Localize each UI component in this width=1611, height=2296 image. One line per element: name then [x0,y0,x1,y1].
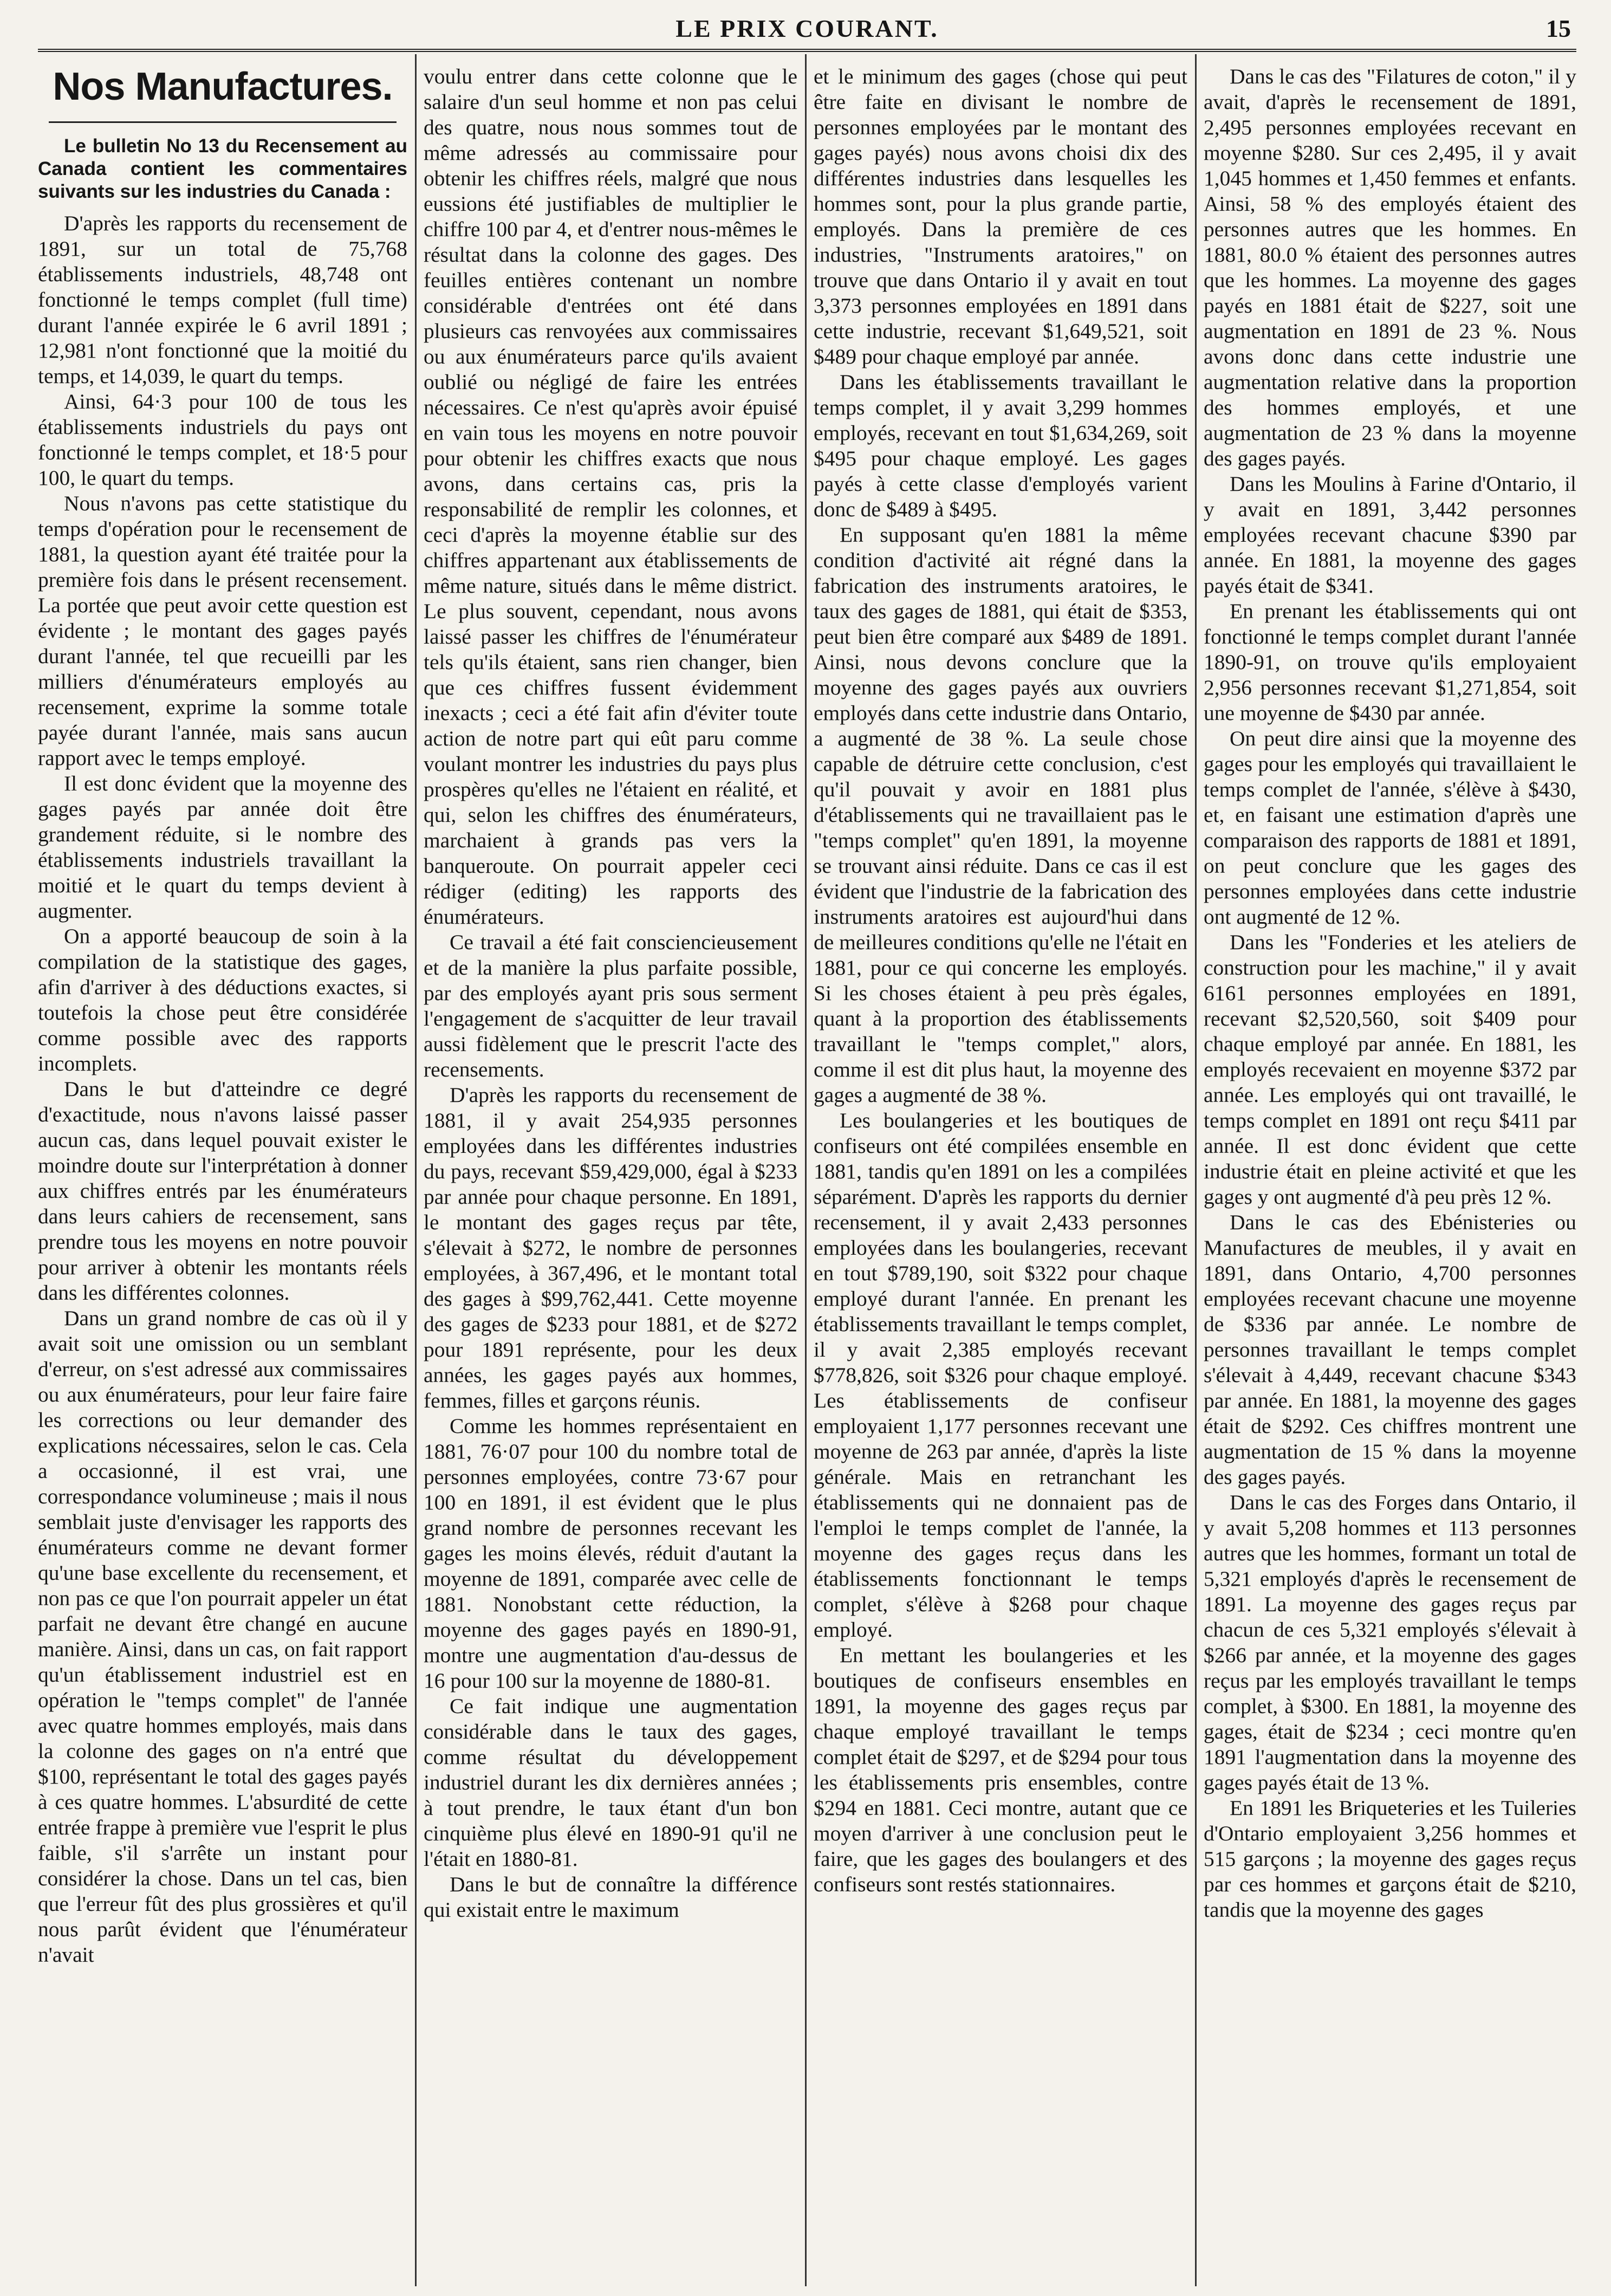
paragraph: Dans les "Fonderies et les ateliers de construction pour les machine," il y avait 6161 personnes employées en 1891, recevant $2,520,560, soit $409 pour chaque employé par année. En 1881, les employés recevaient en moyenne $372 par année. Les employés qui ont travaillé, le temps complet en 1891 ont reçu $411 par année. Il est donc évident que cette industrie était en pleine activité et que les gages y ont augmenté d'à peu près 12 %. [1204,930,1576,1209]
headline-divider [49,121,397,123]
text-column-4 [1204,64,1576,2280]
paragraph: Ce travail a été fait consciencieusement et de la manière la plus parfaite possible, par des employés ayant pris sous serment l'engagement de s'acquitter de leur travail aussi fidèlement que le prescrit l'acte des recensements. [424,930,797,1081]
paragraph: Dans le but d'atteindre ce degré d'exactitude, nous n'avons laissé passer aucun cas, dans lequel pouvait exister le moindre doute sur l'interprétation à donner aux chiffres entrés par les énumérateurs dans leurs cahiers de recensement, sans prendre tous les moyens en notre pouvoir pour arriver à obtenir les montants réels dans les différentes colonnes. [38,1077,407,1305]
paragraph: voulu entrer dans cette colonne que le salaire d'un seul homme et non pas celui des quatre, nous nous sommes tout de même adressés au commissaire pour obtenir les chiffres réels, malgré que nous eussions été justifiables de multiplier le chiffre 100 par 4, et d'entrer nous-mêmes le résultat dans la colonne des gages. Des feuilles entières contenant un nombre considérable d'entrées ont été dans plusieurs cas renvoyées aux commissaires ou aux énumérateurs parce qu'ils avaient oublié ou négligé de faire les entrées nécessaires. Ce n'est qu'après avoir épuisé en vain tous les moyens en notre pouvoir pour obtenir les chiffres exacts que nous avons, dans certains cas, pris la responsabilité de remplir les colonnes, et ceci d'après la moyenne établie sur des chiffres appartenant aux établissements de même nature, situés dans le même district. Le plus souvent, cependant, nous avons laissé passer les chiffres de l'énumérateur tels qu'ils étaient, sans rien changer, bien que ces chiffres fussent évidemment inexacts ; ceci a été fait afin d'éviter toute action de notre part qui eût paru comme voulant montrer les industries du pays plus prospères qu'elles ne l'étaient en réalité, et qui, selon les chiffres des énumérateurs, marchaient à grands pas vers la banqueroute. On pourrait appeler ceci rédiger (editing) les rapports des énumérateurs. [424,64,797,929]
paragraph: Dans les établissements travaillant le temps complet, il y avait 3,299 hommes employés, recevant en tout $1,634,269, soit $495 pour chaque employé. Les gages payés à cette classe d'employés varient donc de $489 à $495. [814,370,1187,521]
text-column-1 [38,64,407,2280]
paragraph: Dans le cas des Ebénisteries ou Manufactures de meubles, il y avait en 1891, dans Ontario, 4,700 personnes employées recevant chacune une moyenne de $336 par année. Le nombre de personnes travaillant le temps complet s'élevait à 4,449, recevant chacune $343 par année. En 1881, la moyenne des gages était de $292. Ces chiffres montrent une augmentation de 15 % dans la moyenne des gages payés. [1204,1210,1576,1489]
paragraph: En prenant les établissements qui ont fonctionné le temps complet durant l'année 1890-91, on trouve qu'ils employaient 2,956 personnes recevant $1,271,854, soit une moyenne de $430 par année. [1204,599,1576,725]
text-column-3 [814,64,1187,2280]
page-header [38,10,1576,52]
paragraph: Ainsi, 64·3 pour 100 de tous les établissements industriels du pays ont fonctionné le temps complet, et 18·5 pour 100, le quart du temps. [38,390,407,490]
page-number: 15 [1546,15,1571,42]
paragraph: Comme les hommes représentaient en 1881, 76·07 pour 100 du nombre total de personnes employées, contre 73·67 pour 100 en 1891, il est évident que le plus grand nombre de personnes recevant les gages les moins élevés, réduit d'autant la moyenne de 1891, comparée avec celle de 1881. Nonobstant cette réduction, la moyenne des gages payés en 1890-91, montre une augmentation d'au-dessus de 16 pour 100 sur la moyenne de 1880-81. [424,1414,797,1692]
article-intro: Le bulletin No 13 du Recensement au Canada contient les commentaires suivants sur les industries du Canada : [38,135,407,202]
paragraph: et le minimum des gages (chose qui peut être faite en divisant le nombre de personnes employées par le montant des gages payés) nous avons choisi dix des différentes industries dans lesquelles les hommes sont, pour la plus grande partie, employés. Dans la première de ces industries, "Instruments aratoires," on trouve que dans Ontario il y avait en tout 3,373 personnes employées en 1891 dans cette industrie, recevant $1,649,521, soit $489 pour chaque employé par année. [814,64,1187,368]
paragraph: Nous n'avons pas cette statistique du temps d'opération pour le recensement de 1881, la question ayant été traitée pour la première fois dans le présent recensement. La portée que peut avoir cette question est évidente ; le montant des gages payés durant l'année, tel que recueilli par les milliers d'énumérateurs employés au recensement, exprime la somme totale payée durant l'année, mais sans aucun rapport avec le temps employé. [38,491,407,770]
paragraph: Dans le cas des "Filatures de coton," il y avait, d'après le recensement de 1891, 2,495 personnes employées recevant en moyenne $280. Sur ces 2,495, il y avait 1,045 hommes et 1,450 femmes et enfants. Ainsi, 58 % des employés étaient des personnes autres que les hommes. En 1881, 80.0 % étaient des personnes autres que les hommes. La moyenne des gages payés en 1881 était de $227, soit une augmentation en 1891 de 23 %. Nous avons donc dans cette industrie une augmentation relative dans la proportion des hommes employés, et une augmentation de 23 % dans la moyenne des gages payés. [1204,64,1576,470]
paragraph: Dans un grand nombre de cas où il y avait soit une omission ou un semblant d'erreur, on s'est adressé aux commissaires ou aux énumérateurs, pour leur faire faire les corrections ou leur demander des explications nécessaires, selon le cas. Cela a occasionné, il est vrai, une correspondance volumineuse ; mais il nous semblait juste d'envisager les rapports des énumérateurs comme ne devant former qu'une base excellente du recensement, et non pas ce que l'on pourrait appeler un état parfait ne devant être changé en aucune manière. Ainsi, dans un cas, on fait rapport qu'un établissement industriel est en opération le "temps complet" de l'année avec quatre hommes employés, mais dans la colonne des gages on n'a entré que $100, représentant le total des gages payés à ces quatre hommes. L'absurdité de cette entrée frappe à première vue l'esprit le plus faible, s'il s'arrête un instant pour considérer la chose. Dans un tel cas, bien que l'erreur fût des plus grossières et qu'il nous parût évident que l'énumérateur n'avait [38,1306,407,1967]
column-rule [1195,54,1197,2286]
paragraph: En supposant qu'en 1881 la même condition d'activité ait régné dans la fabrication des instruments aratoires, le taux des gages de 1881, qui était de $353, peut bien être comparé aux $489 de 1891. Ainsi, nous devons conclure que la moyenne des gages payés aux ouvriers employés dans cette industrie dans Ontario, a augmenté de 38 %. La seule chose capable de détruire cette conclusion, c'est qu'il pouvait y avoir en 1881 plus d'établissements qui ne travaillaient pas le "temps complet" qu'en 1891, la moyenne se trouvant ainsi réduite. Dans ce cas il est évident que l'industrie de la fabrication des instruments aratoires est aujourd'hui dans de meilleures conditions qu'elle ne l'était en 1881, pour ce qui concerne les employés. Si les choses étaient à peu près égales, quant à la proportion des établissements travaillant le "temps complet," alors, comme il est dit plus haut, la moyenne des gages a augmenté de 38 %. [814,523,1187,1107]
newspaper-title: LE PRIX COURANT. [675,15,939,42]
paragraph: Les boulangeries et les boutiques de confiseurs ont été compilées ensemble en 1881, tandis qu'en 1891 on les a compilées séparément. D'après les rapports du dernier recensement, il y avait 2,433 personnes employées dans les boulangeries, recevant en tout $789,190, soit $322 pour chaque employé durant l'année. En prenant les établissements travaillant le temps complet, il y avait 2,385 employés recevant $778,826, soit $326 pour chaque employé. Les établissements de confiseur employaient 1,177 personnes recevant une moyenne de 263 par année, d'après la liste générale. Mais en retranchant les établissements qui ne donnaient pas de l'emploi le temps complet de l'année, la moyenne des gages reçus dans les établissements fonctionnant le temps complet, s'élève à $268 pour chaque employé. [814,1108,1187,1642]
paragraph: En mettant les boulangeries et les boutiques de confiseurs ensembles en 1891, la moyenne des gages reçus par chaque employé travaillant le temps complet était de $297, et de $294 pour tous les établissements pris ensembles, contre $294 en 1881. Ceci montre, autant que ce moyen d'arriver à une conclusion peut le faire, que les gages des boulangers et des confiseurs sont restés stationnaires. [814,1643,1187,1896]
paragraph: Ce fait indique une augmentation considérable dans le taux des gages, comme résultat du développement industriel durant les dix dernières années ; à tout prendre, le taux étant d'un bon cinquième plus élevé en 1890-91 qu'il ne l'était en 1880-81. [424,1694,797,1871]
paragraph: Dans le but de connaître la différence qui existait entre le maximum [424,1872,797,1922]
paragraph: Dans les Moulins à Farine d'Ontario, il y avait en 1891, 3,442 personnes employées recevant chacune $390 par année. En 1881, la moyenne des gages payés était de $341. [1204,472,1576,598]
column-rule [415,54,417,2286]
column-rule [805,54,807,2286]
paragraph: Dans le cas des Forges dans Ontario, il y avait 5,208 hommes et 113 personnes autres que les hommes, formant un total de 5,321 employés d'après le recensement de 1891. La moyenne des gages reçus par chacun de ces 5,321 employés s'élevait à $266 par année, et la moyenne des gages reçus par les employés travaillant le temps complet, à $300. En 1881, la moyenne des gages, était de $234 ; ceci montre qu'en 1891 l'augmentation dans la moyenne des gages payés était de 13 %. [1204,1490,1576,1794]
paragraph: D'après les rapports du recensement de 1891, sur un total de 75,768 établissements industriels, 48,748 ont fonctionné le temps complet (full time) durant l'année expirée le 6 avril 1891 ; 12,981 n'ont fonctionné que la moitié du temps, et 14,039, le quart du temps. [38,211,407,388]
paragraph: On peut dire ainsi que la moyenne des gages pour les employés qui travaillaient le temps complet de l'année, s'élève à $430, et, en faisant une estimation d'après une comparaison des rapports de 1881 et 1891, on peut conclure que les gages des personnes employées dans cette industrie ont augmenté de 12 %. [1204,727,1576,929]
paragraph: En 1891 les Briqueteries et les Tuileries d'Ontario employaient 3,256 hommes et 515 garçons ; la moyenne des gages reçus par ces hommes et garçons était de $210, tandis que la moyenne des gages [1204,1796,1576,1922]
paragraph: D'après les rapports du recensement de 1881, il y avait 254,935 personnes employées dans les différentes industries du pays, recevant $59,429,000, égal à $233 par année pour chaque personne. En 1891, le montant des gages reçus par tête, s'élevait à $272, le nombre de personnes employées, à 367,496, et le montant total des gages à $99,762,441. Cette moyenne des gages de $233 pour 1881, et de $272 pour 1891 représente, pour les deux années, les gages payés aux hommes, femmes, filles et garçons réunis. [424,1083,797,1412]
paragraph: On a apporté beaucoup de soin à la compilation de la statistique des gages, afin d'arriver à des déductions exactes, si toutefois la chose peut être considérée comme possible avec des rapports incomplets. [38,924,407,1075]
article-headline: Nos Manufactures. [53,65,393,108]
paragraph: Il est donc évident que la moyenne des gages payés par année doit être grandement réduite, si le nombre des établissements industriels travaillant la moitié et le quart du temps devient à augmenter. [38,771,407,923]
text-column-2 [424,64,797,2280]
